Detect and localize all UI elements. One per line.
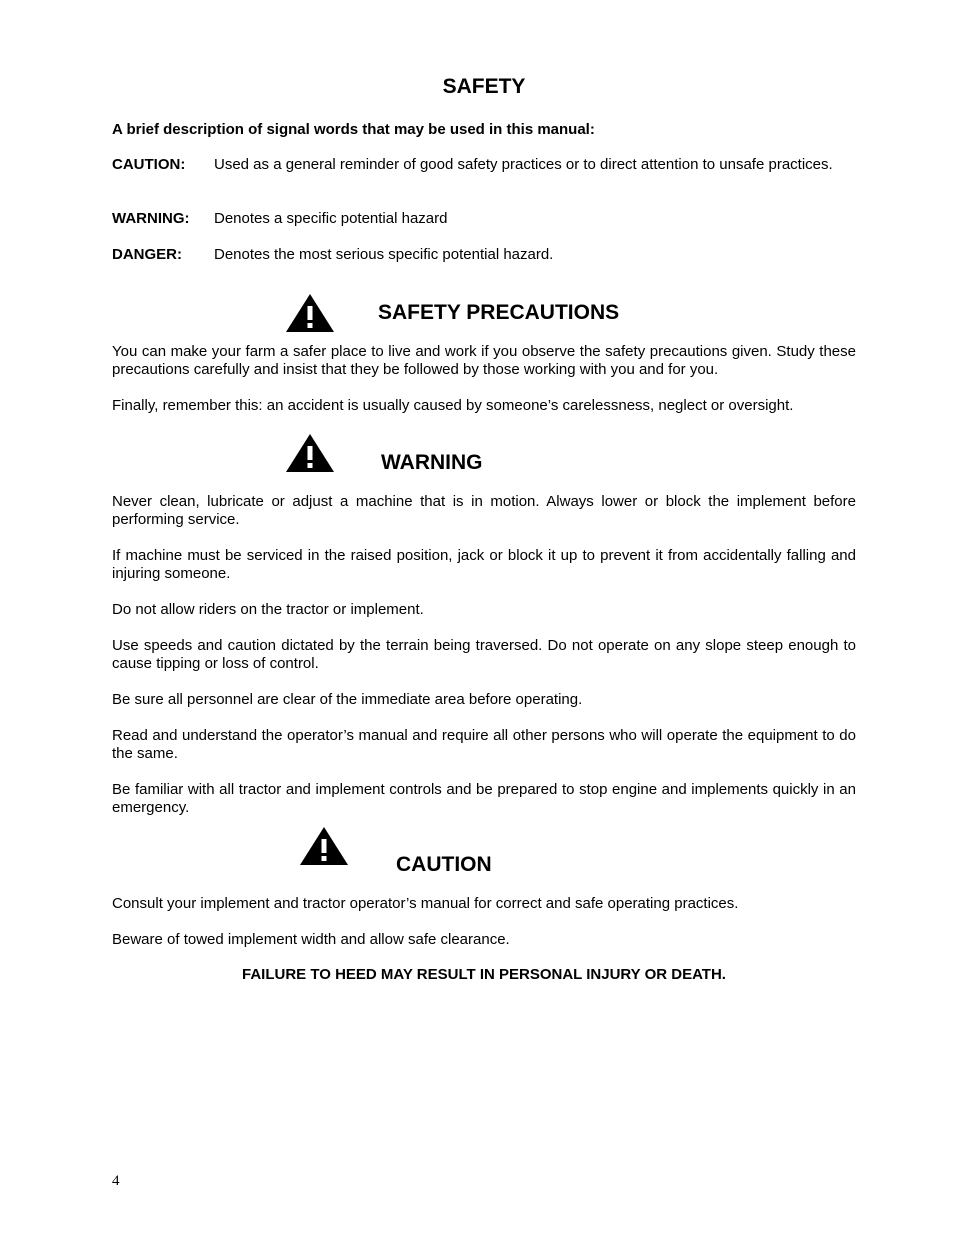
signal-word-warning-label: WARNING: — [112, 210, 190, 227]
warning-triangle-icon — [299, 826, 349, 866]
paragraph: Consult your implement and tractor operator’s manual for correct and safe operating practices. — [112, 895, 739, 912]
section-heading-caution: CAUTION — [396, 853, 492, 876]
precautions-body — [112, 343, 856, 415]
paragraph: Use speeds and caution dictated by the terrain being traversed. Do not operate on any slope steep enough to cause tipping or loss of control. — [112, 637, 856, 672]
section-heading-safety-precautions: SAFETY PRECAUTIONS — [378, 301, 620, 324]
signal-word-caution-label: CAUTION: — [112, 156, 186, 173]
paragraph: You can make your farm a safer place to live and work if you observe the safety precautions given. Study these precautions carefully and insist that they be followed by those working with you and for you. — [112, 343, 856, 378]
paragraph: Beware of towed implement width and allow safe clearance. — [112, 931, 510, 948]
signal-word-danger-label: DANGER: — [112, 246, 182, 263]
paragraph: Never clean, lubricate or adjust a machine that is in motion. Always lower or block the implement before performing service. — [112, 493, 856, 528]
section-heading-warning: WARNING — [381, 451, 483, 474]
caution-body — [112, 895, 856, 949]
warning-triangle-icon — [285, 433, 335, 473]
paragraph: Be familiar with all tractor and implement controls and be prepared to stop engine and implements quickly in an emergency. — [112, 781, 856, 816]
page-number: 4 — [112, 1173, 120, 1189]
signal-word-caution-text: Used as a general reminder of good safety practices or to direct attention to unsafe practices. — [214, 156, 833, 173]
paragraph: Finally, remember this: an accident is usually caused by someone’s carelessness, neglect or oversight. — [112, 397, 794, 414]
warning-triangle-icon — [285, 293, 335, 333]
paragraph: Do not allow riders on the tractor or implement. — [112, 601, 424, 618]
warning-body — [112, 493, 856, 817]
paragraph: Read and understand the operator’s manual and require all other persons who will operate the equipment to do the same. — [112, 727, 856, 762]
page-title: SAFETY — [442, 75, 526, 98]
paragraph: Be sure all personnel are clear of the immediate area before operating. — [112, 691, 583, 708]
footer-warning: FAILURE TO HEED MAY RESULT IN PERSONAL INJURY OR DEATH. — [242, 966, 726, 983]
signal-words-intro: A brief description of signal words that may be used in this manual: — [112, 121, 595, 138]
signal-word-warning-text: Denotes a specific potential hazard — [214, 210, 448, 227]
paragraph: If machine must be serviced in the raised position, jack or block it up to prevent it from accidentally falling and injuring someone. — [112, 547, 856, 582]
signal-word-danger-text: Denotes the most serious specific potential hazard. — [214, 246, 554, 263]
